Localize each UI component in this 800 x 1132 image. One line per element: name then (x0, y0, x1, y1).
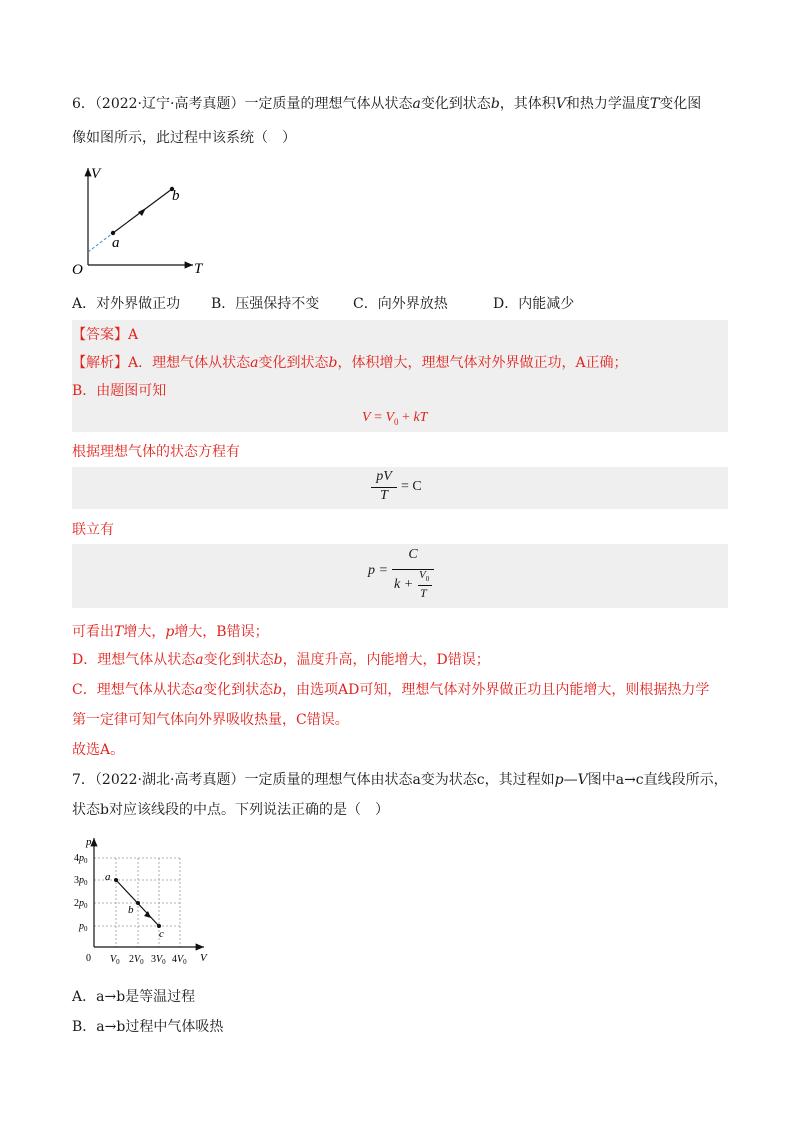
q7-direction-arrow (144, 911, 151, 918)
q7-ytick-p0: $p_0$ (79, 921, 88, 933)
q7-ytick-3p0: $3p_0$ (74, 875, 88, 887)
q6-direction-arrow (138, 208, 146, 216)
q6-line-c-cont: 第一定律可知气体向外界吸收热量，C错误。 (72, 712, 349, 728)
q6-label-a: a (112, 235, 120, 251)
q6-state-eq-text: 根据理想气体的状态方程有 (72, 444, 240, 460)
q6-conclusion: 故选A。 (72, 742, 125, 758)
q7-label-p: p (86, 836, 92, 848)
q6-option-d[interactable]: D．内能减少 (493, 296, 575, 312)
q6-stem-text: 变化到状态 (420, 96, 491, 112)
q6-analysis-a: 【解析】A．理想气体从状态a变化到状态b，体积增大，理想气体对外界做正功，A正确； (72, 355, 628, 371)
q6-stem-line2: 像如图所示，此过程中该系统（ ） (72, 130, 296, 146)
q6-vt-graph (68, 160, 218, 278)
q7-xtick-2v0: $2V_0$ (129, 954, 144, 966)
q6-stem-text: ，其体积 (499, 96, 556, 112)
q6-line-c: C．理想气体从状态a变化到状态b，由选项AD可知，理想气体对外界做正功且内能增大，则根据热力学 (72, 682, 710, 698)
q6-line-d: D．理想气体从状态a变化到状态b，温度升高，内能增大，D错误； (72, 652, 490, 668)
q7-label-c: c (159, 928, 164, 940)
q6-stem-text: 和热力学温度 (565, 96, 650, 112)
q6-var-V: V (555, 96, 566, 112)
q6-var-T: T (649, 96, 660, 112)
q6-answer: 【答案】A (72, 327, 139, 343)
q7-pv-graph (72, 830, 222, 970)
q6-var-a: a (412, 96, 421, 112)
q7-label-V: V (200, 952, 207, 964)
q6-label-T: T (194, 261, 203, 277)
q6-option-b[interactable]: B．压强保持不变 (211, 296, 320, 312)
q6-equation-1: $V = V_0$ + kT (362, 410, 428, 427)
q6-option-c[interactable]: C．向外界放热 (353, 296, 448, 312)
q7-xtick-v0: $V_0$ (110, 954, 120, 966)
q7-xtick-3v0: $3V_0$ (151, 954, 166, 966)
q6-label-O: O (72, 262, 83, 278)
q6-label-b: b (172, 188, 180, 204)
q6-line-b: 可看出T增大，p增大，B错误； (72, 624, 269, 640)
q6-label-V: V (91, 166, 101, 182)
q6-option-a[interactable]: A．对外界做正功 (72, 296, 181, 312)
q6-var-b: b (490, 96, 500, 112)
q7-option-b[interactable]: B．a→b过程中气体吸热 (72, 1019, 224, 1035)
q6-analysis-b: B．由题图可知 (72, 383, 167, 399)
q6-stem-text: 一定质量的理想气体从状态 (244, 96, 413, 112)
q7-label-a: a (105, 871, 111, 883)
q6-stem-text: 变化图 (659, 96, 702, 112)
q7-stem-line1: 7．（2022·湖北·高考真题）一定质量的理想气体由状态a变为状态c，其过程如p—V图中a→c直线段所示， (72, 772, 728, 788)
q6-equation-3: p = C k + $V_0$ T (368, 547, 448, 605)
q6-extension-dashed (88, 233, 113, 252)
q6-combine-text: 联立有 (72, 522, 114, 538)
q7-point-a (114, 878, 118, 882)
analysis-block-2 (72, 467, 728, 509)
q7-stem-line2: 状态b对应该线段的中点。下列说法正确的是（ ） (72, 802, 389, 818)
q7-point-b (136, 901, 140, 905)
q6-number: 6． (72, 96, 95, 112)
q7-option-a[interactable]: A．a→b是等温过程 (72, 989, 196, 1005)
q7-label-origin: 0 (86, 953, 91, 964)
q6-stem-line1 (72, 94, 732, 114)
q7-xtick-4v0: $4V_0$ (172, 954, 187, 966)
q6-source: （2022·辽宁·高考真题） (94, 96, 245, 112)
q7-label-b: b (128, 904, 134, 916)
q7-ytick-4p0: $4p_0$ (74, 853, 88, 865)
q7-ytick-2p0: $2p_0$ (74, 898, 88, 910)
